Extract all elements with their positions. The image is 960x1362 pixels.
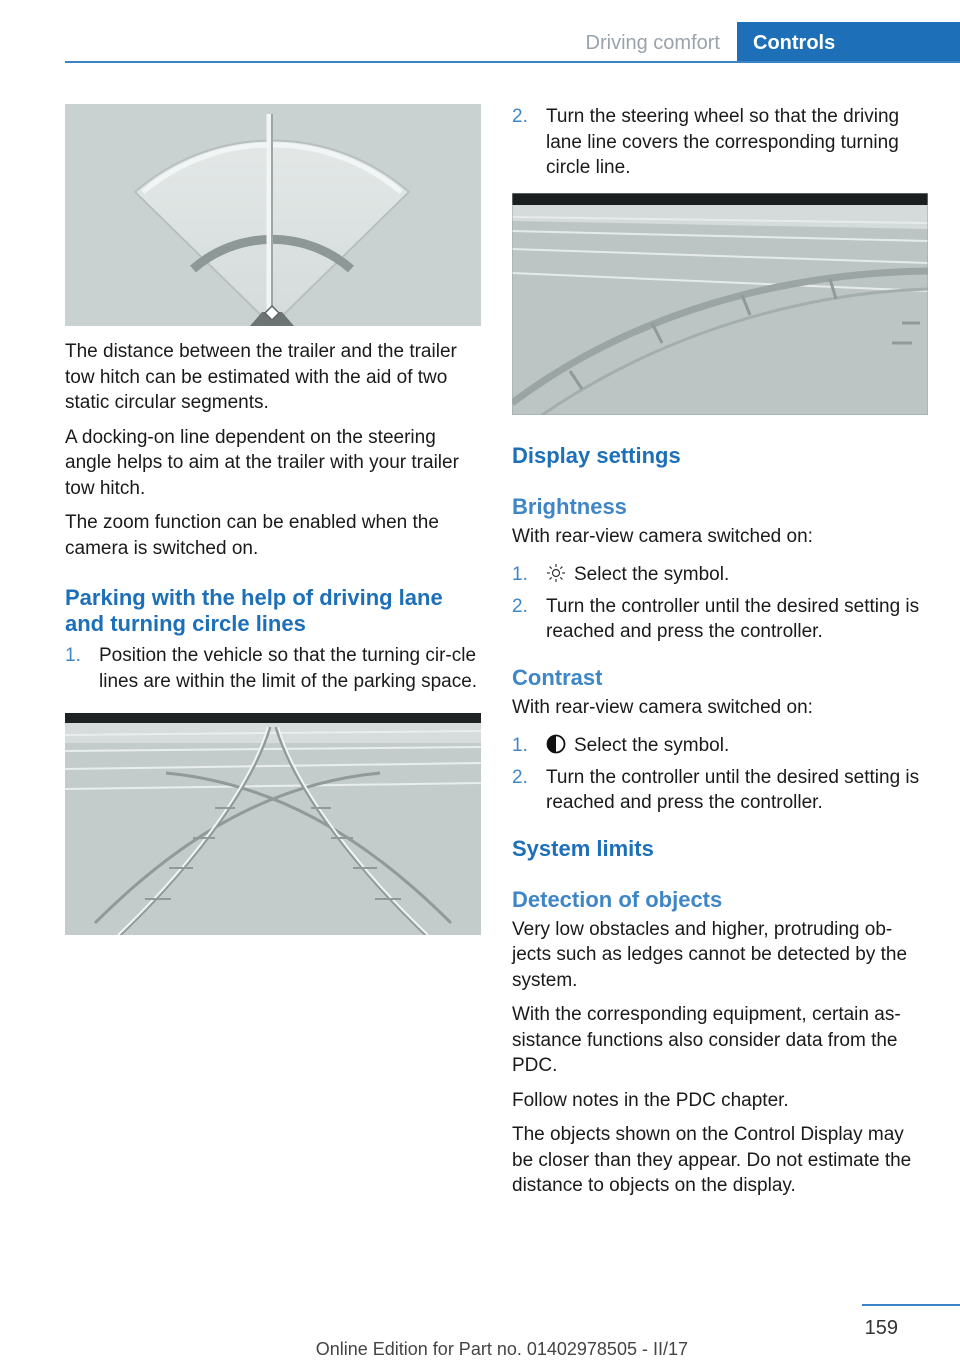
step-text: Turn the controller until the desired setting is reached and press the controller. bbox=[546, 766, 920, 813]
detection-text-3: Follow notes in the PDC chapter. bbox=[512, 1089, 789, 1111]
step-number: 2. bbox=[512, 106, 528, 127]
detection-text-1: Very low obstacles and higher, protruding ob‐jects such as ledges cannot be detected by the system. bbox=[512, 918, 908, 991]
contrast-intro: With rear-view camera switched on: bbox=[512, 696, 813, 718]
contrast-heading: Contrast bbox=[512, 664, 603, 690]
contrast-steps bbox=[512, 733, 928, 816]
brightness-intro: With rear-view camera switched on: bbox=[512, 525, 813, 547]
parking-steps bbox=[65, 643, 481, 694]
header-rule bbox=[65, 61, 960, 63]
step-number: 2. bbox=[512, 766, 528, 788]
header-section-title: Driving comfort bbox=[585, 32, 720, 54]
footer-rule bbox=[862, 1304, 960, 1306]
driving-lane-alignment-figure bbox=[512, 193, 928, 415]
step-text: Select the symbol. bbox=[574, 564, 730, 585]
brightness-step-2 bbox=[512, 594, 928, 645]
step-number: 2. bbox=[512, 595, 528, 617]
page-header bbox=[0, 0, 960, 64]
step-text: Turn the steering wheel so that the driving lane line covers the corresponding turning circle line. bbox=[546, 106, 900, 178]
left-column bbox=[65, 104, 481, 935]
turning-circle-lines-figure bbox=[65, 713, 481, 935]
contrast-icon bbox=[546, 734, 566, 754]
contrast-step-1 bbox=[512, 733, 928, 759]
parking-step-1 bbox=[65, 643, 481, 694]
parking-step-2 bbox=[512, 104, 928, 181]
trailer-hitch-camera-figure bbox=[65, 104, 481, 326]
docking-line-text: A docking-on line dependent on the steering angle helps to aim at the trailer with your trailer tow hitch. bbox=[65, 426, 459, 499]
step-number: 1. bbox=[512, 564, 528, 585]
brightness-steps bbox=[512, 562, 928, 645]
detection-heading: Detection of objects bbox=[512, 886, 723, 912]
system-limits-heading: System limits bbox=[512, 835, 654, 861]
parking-lines-heading: Parking with the help of driving lane and turning circle lines bbox=[65, 585, 443, 636]
trailer-distance-text: The distance between the trailer and the trailer tow hitch can be estimated with the aid of two static circular segments. bbox=[65, 341, 457, 413]
step-number: 1. bbox=[512, 735, 528, 756]
zoom-function-text: The zoom function can be enabled when the camera is switched on. bbox=[65, 512, 439, 559]
page-number: 159 bbox=[864, 1317, 898, 1339]
step-text: Position the vehicle so that the turning cir‐cle lines are within the limit of the parking space. bbox=[99, 645, 478, 692]
detection-text-2: With the corresponding equipment, certain as‐sistance functions also consider data from the PDC. bbox=[512, 1004, 901, 1076]
brightness-step-1 bbox=[512, 562, 928, 588]
edition-footer: Online Edition for Part no. 01402978505 - II/17 bbox=[315, 1339, 688, 1359]
display-settings-heading: Display settings bbox=[512, 442, 681, 468]
parking-steps-continued bbox=[512, 104, 928, 181]
sun-icon bbox=[546, 563, 566, 583]
right-column bbox=[512, 104, 928, 1208]
detection-text-4: The objects shown on the Control Display may be closer than they appear. Do not estimate the distance to objects on the display. bbox=[512, 1124, 912, 1196]
step-number: 1. bbox=[65, 645, 81, 666]
header-tab-controls: Controls bbox=[737, 22, 960, 63]
contrast-step-2 bbox=[512, 765, 928, 816]
step-text: Turn the controller until the desired setting is reached and press the controller. bbox=[546, 595, 920, 642]
brightness-heading: Brightness bbox=[512, 493, 627, 519]
step-text: Select the symbol. bbox=[574, 735, 730, 756]
